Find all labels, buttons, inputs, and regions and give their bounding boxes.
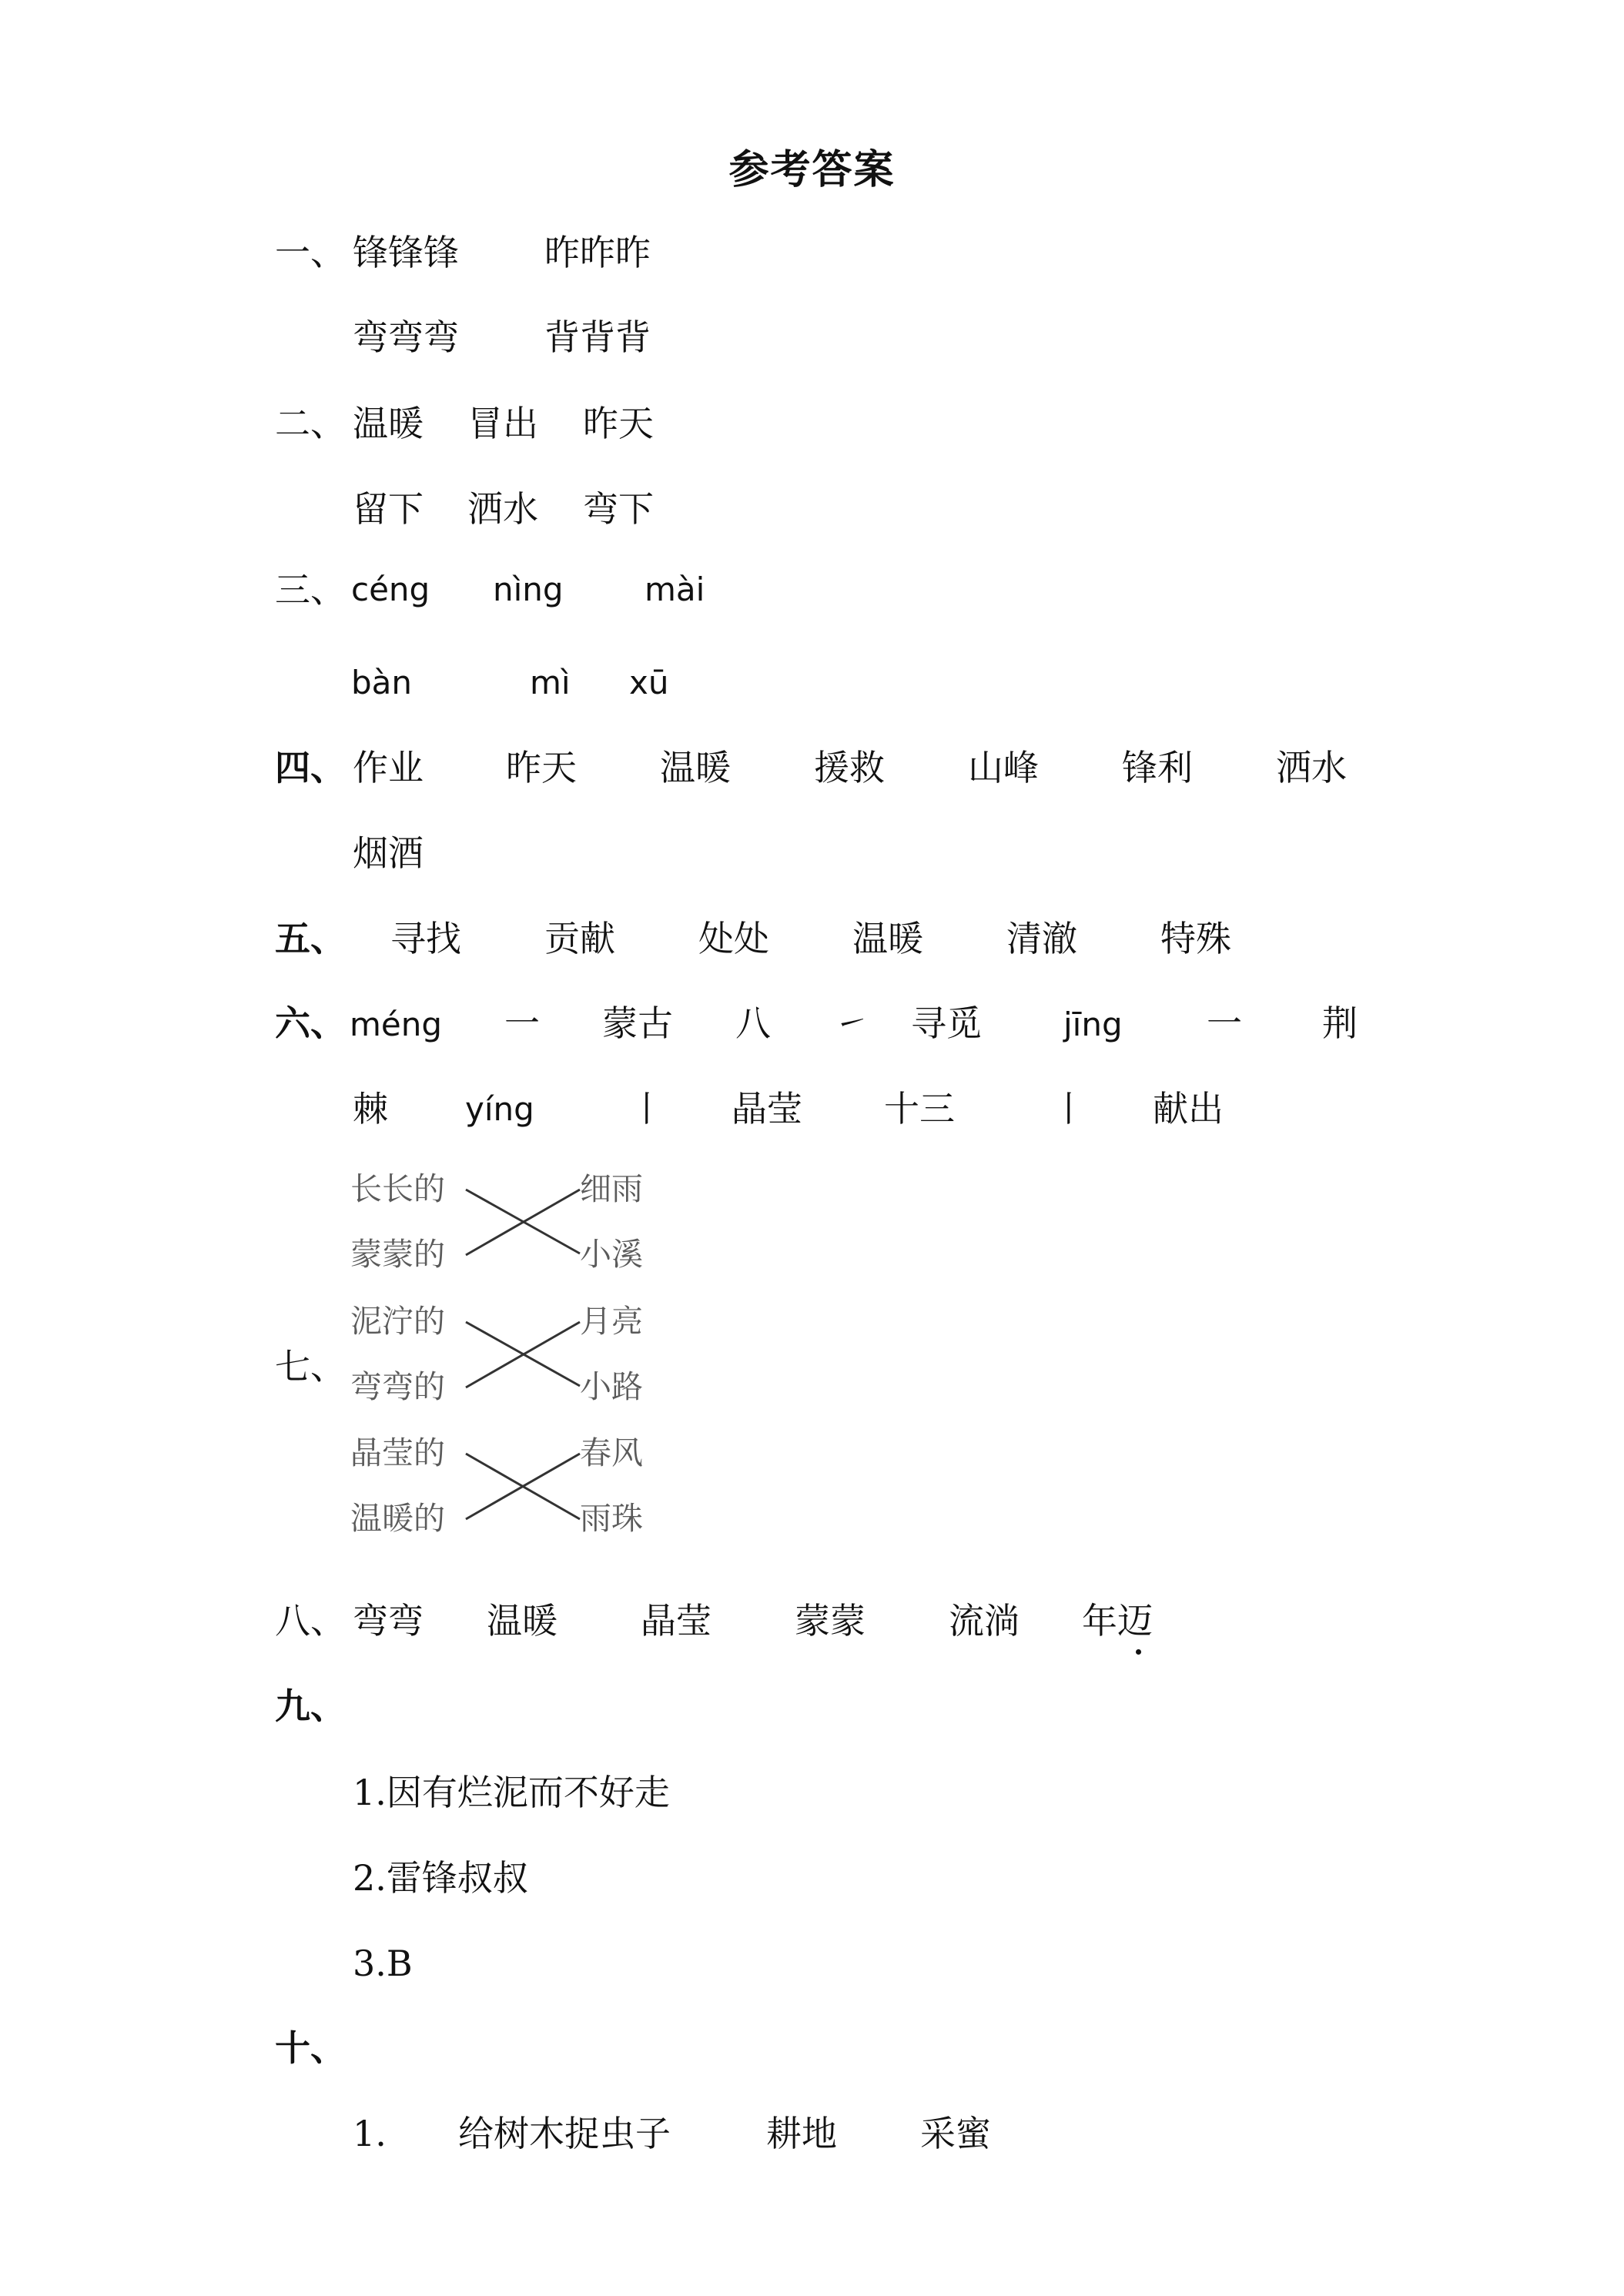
answer: 献出 xyxy=(1153,1088,1224,1130)
answer: 八 xyxy=(735,1002,771,1044)
answer: 弯弯弯 xyxy=(353,316,459,358)
answer-item: 2.雷锋叔叔 xyxy=(353,1857,528,1899)
answer: 蒙古 xyxy=(602,1002,673,1044)
right-word: 雨珠 xyxy=(580,1500,643,1537)
answer: 晶莹 xyxy=(732,1088,802,1130)
pinyin-answer: xū xyxy=(629,664,669,701)
answer: 采蜜 xyxy=(920,2113,991,2154)
answer: 处处 xyxy=(698,918,769,959)
stroke-answer: 丨 xyxy=(1051,1088,1087,1130)
answer: 作业 xyxy=(353,747,424,788)
pinyin-answer: céng xyxy=(351,571,430,608)
answer: 洒水 xyxy=(467,488,538,530)
answer: 晶莹 xyxy=(641,1600,712,1642)
answer: 给树木捉虫子 xyxy=(458,2113,671,2154)
answer: 温暖 xyxy=(660,747,731,788)
answer: 背背背 xyxy=(544,316,651,358)
section-8-label: 八、 xyxy=(275,1600,346,1642)
section-7-label: 七、 xyxy=(275,1346,346,1387)
answer: 弯下 xyxy=(583,488,654,530)
answer: 温暖 xyxy=(852,918,923,959)
answer: 寻觅 xyxy=(911,1002,982,1044)
emphasis-dot xyxy=(1136,1649,1141,1655)
left-word: 蒙蒙的 xyxy=(350,1236,445,1273)
answer: 流淌 xyxy=(949,1600,1020,1642)
right-word: 月亮 xyxy=(580,1303,643,1340)
answer: 昨昨昨 xyxy=(544,232,651,273)
answer: 贡献 xyxy=(544,918,615,959)
answer: 洒水 xyxy=(1276,747,1347,788)
pinyin-answer: mì xyxy=(530,664,571,701)
section-5-label: 五、 xyxy=(275,918,346,959)
answer: 烟酒 xyxy=(353,832,424,874)
left-word: 弯弯的 xyxy=(350,1368,445,1405)
pinyin-answer: bàn xyxy=(351,664,413,701)
answer: 冒出 xyxy=(467,403,538,444)
answer: 山峰 xyxy=(968,747,1039,788)
answer: 特殊 xyxy=(1160,918,1231,959)
stroke-answer: ㇀ xyxy=(834,1002,869,1044)
pinyin-answer: nìng xyxy=(493,571,564,608)
right-word: 春风 xyxy=(580,1434,643,1471)
answer: 棘 xyxy=(353,1088,388,1130)
left-word: 晶莹的 xyxy=(350,1434,445,1471)
answer: 年迈 xyxy=(1082,1600,1153,1642)
item-number: 1. xyxy=(353,2113,387,2154)
left-word: 长长的 xyxy=(350,1170,445,1207)
left-word: 泥泞的 xyxy=(350,1303,445,1340)
answer: 昨天 xyxy=(583,403,654,444)
page-title: 参考答案 xyxy=(728,146,896,193)
section-1-label: 一、 xyxy=(275,232,346,273)
answer: 一 xyxy=(504,1002,540,1044)
answer: 锋利 xyxy=(1122,747,1193,788)
section-2-label: 二、 xyxy=(275,403,346,444)
answer: 弯弯 xyxy=(353,1600,424,1642)
answer: 锋锋锋 xyxy=(353,232,459,273)
pinyin-answer: jīng xyxy=(1063,1006,1123,1043)
answer: 十三 xyxy=(884,1088,955,1130)
section-4-label: 四、 xyxy=(275,747,346,788)
section-3-label: 三、 xyxy=(275,569,346,611)
answer: 蒙蒙 xyxy=(795,1600,866,1642)
stroke-answer: 丨 xyxy=(629,1088,665,1130)
pinyin-answer: yíng xyxy=(465,1090,534,1128)
pinyin-answer: mài xyxy=(645,571,705,608)
section-9-label: 九、 xyxy=(275,1685,346,1727)
answer: 清澈 xyxy=(1006,918,1077,959)
answer-item: 1.因有烂泥而不好走 xyxy=(353,1772,670,1813)
answer-item: 3.B xyxy=(353,1943,413,1984)
right-word: 细雨 xyxy=(580,1170,643,1207)
left-word: 温暖的 xyxy=(350,1500,445,1537)
answer: 援救 xyxy=(814,747,885,788)
pinyin-answer: méng xyxy=(350,1006,443,1043)
answer: 温暖 xyxy=(353,403,424,444)
answer: 寻找 xyxy=(390,918,461,959)
answer: 荆 xyxy=(1322,1002,1358,1044)
matching-diagram xyxy=(350,1169,658,1546)
right-word: 小路 xyxy=(580,1368,643,1405)
answer: 耕地 xyxy=(766,2113,837,2154)
right-word: 小溪 xyxy=(580,1236,643,1273)
answer: 温暖 xyxy=(487,1600,558,1642)
answer: 一 xyxy=(1207,1002,1242,1044)
section-10-label: 十、 xyxy=(275,2027,346,2069)
section-6-label: 六、 xyxy=(275,1002,346,1044)
answer: 昨天 xyxy=(506,747,577,788)
answer: 留下 xyxy=(353,488,424,530)
